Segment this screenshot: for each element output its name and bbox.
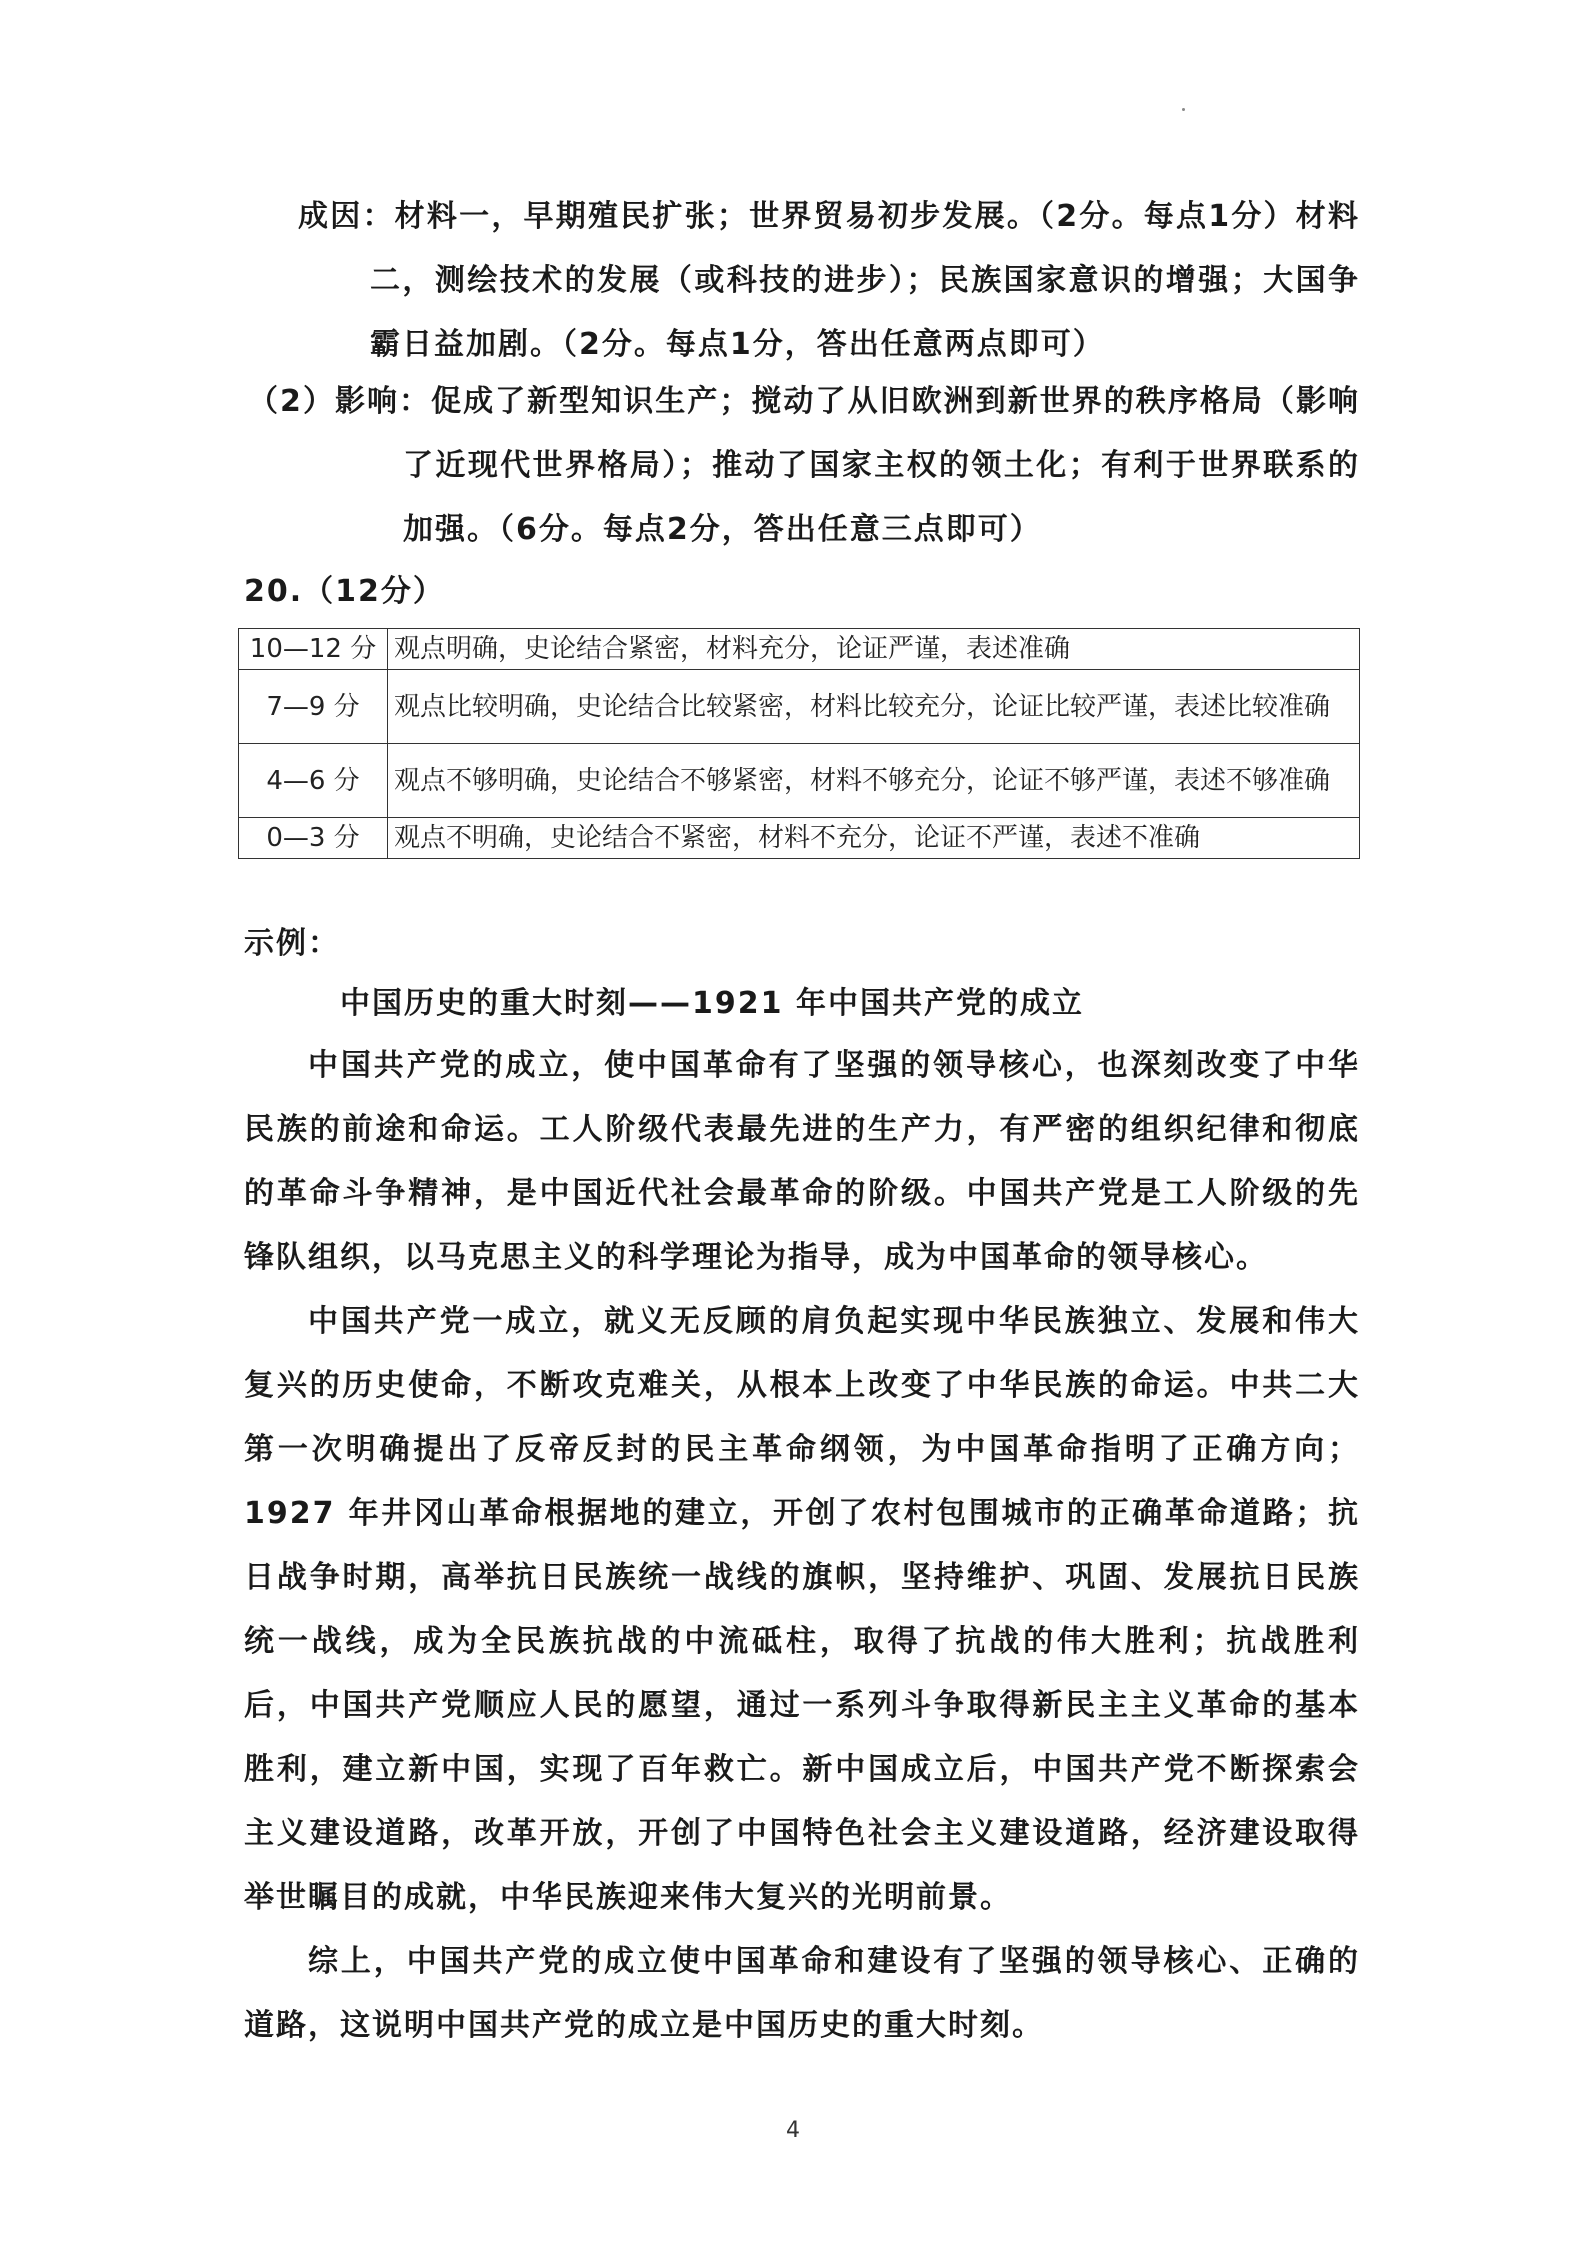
rubric-description: 观点明确，史论结合紧密，材料充分，论证严谨，表述准确 <box>388 629 1360 670</box>
rubric-score: 4—6 分 <box>239 744 388 818</box>
page-number: 4 <box>786 2118 800 2143</box>
rubric-description: 观点不够明确，史论结合不够紧密，材料不够充分，论证不够严谨，表述不够准确 <box>388 744 1360 818</box>
question-20-heading: 20.（12分） <box>244 574 445 609</box>
essay-paragraph: 综上，中国共产党的成立使中国革命和建设有了坚强的领导核心、正确的道路，这说明中国共产党的成立是中国历史的重大时刻。 <box>244 1944 1360 2043</box>
rubric-row <box>239 744 1360 818</box>
rubric-score: 0—3 分 <box>239 818 388 859</box>
rubric-row <box>239 629 1360 670</box>
rubric-score: 10—12 分 <box>239 629 388 670</box>
example-label: 示例： <box>244 926 340 961</box>
essay-paragraph: 中国共产党一成立，就义无反顾的肩负起实现中华民族独立、发展和伟大复兴的历史使命，不断攻克难关，从根本上改变了中华民族的命运。中共二大第一次明确提出了反帝反封的民主革命纲领，为中国革命指明了正确方向；1927 年井冈山革命根据地的建立，开创了农村包围城市的正确革命道路；抗日战争时期，高举抗日民族统一战线的旗帜，坚持维护、巩固、发展抗日民族统一战线，成为全民族抗战的中流砥柱，取得了抗战的伟大胜利；抗战胜利后，中国共产党顺应人民的愿望，通过一系列斗争取得新民主主义革命的基本胜利，建立新中国，实现了百年救亡。新中国成立后，中国共产党不断探索会主义建设道路，改革开放，开创了中国特色社会主义建设道路，经济建设取得举世瞩目的成就，中华民族迎来伟大复兴的光明前景。 <box>244 1304 1360 1915</box>
answer-cause-paragraph: 成因：材料一，早期殖民扩张；世界贸易初步发展。（2分。每点1分）材料二，测绘技术的发展（或科技的进步）；民族国家意识的增强；大国争霸日益加剧。（2分。每点1分，答出任意两点即可） <box>298 199 1360 362</box>
rubric-score: 7—9 分 <box>239 670 388 744</box>
rubric-description: 观点比较明确，史论结合比较紧密，材料比较充分，论证比较严谨，表述比较准确 <box>388 670 1360 744</box>
rubric-row <box>239 818 1360 859</box>
rubric-description: 观点不明确，史论结合不紧密，材料不充分，论证不严谨，表述不准确 <box>388 818 1360 859</box>
scoring-rubric-table <box>238 628 1360 859</box>
rubric-row <box>239 670 1360 744</box>
essay-title: 中国历史的重大时刻——1921 年中国共产党的成立 <box>340 986 1084 1021</box>
answer-impact-paragraph: （2）影响：促成了新型知识生产；搅动了从旧欧洲到新世界的秩序格局（影响了近现代世界格局）；推动了国家主权的领土化；有利于世界联系的加强。（6分。每点2分，答出任意三点即可） <box>248 384 1360 547</box>
speck-mark <box>1182 108 1185 111</box>
essay-paragraph: 中国共产党的成立，使中国革命有了坚强的领导核心，也深刻改变了中华民族的前途和命运。工人阶级代表最先进的生产力，有严密的组织纪律和彻底的革命斗争精神，是中国近代社会最革命的阶级。中国共产党是工人阶级的先锋队组织，以马克思主义的科学理论为指导，成为中国革命的领导核心。 <box>244 1048 1360 1275</box>
